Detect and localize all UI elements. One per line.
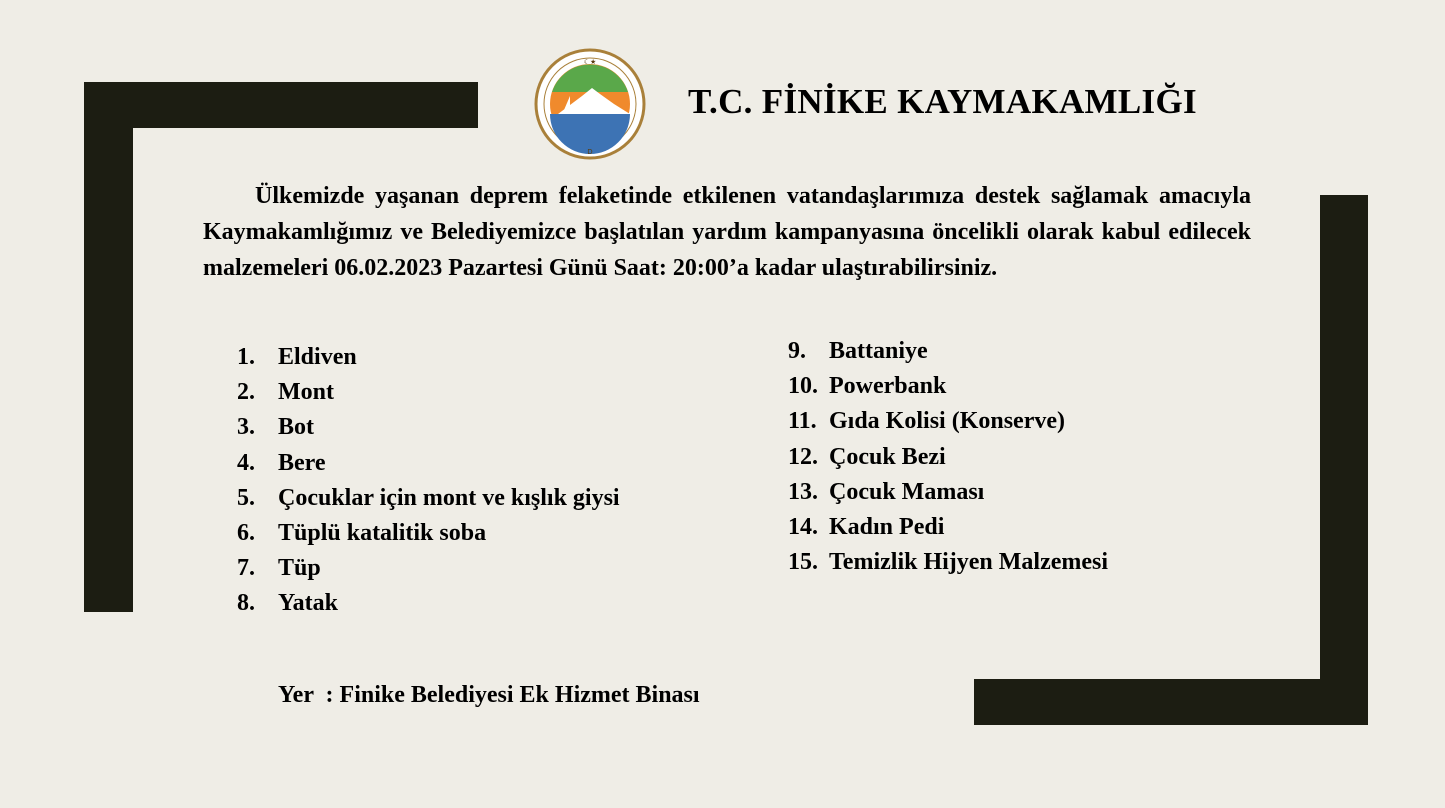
items-list-right: [788, 334, 1228, 580]
list-item-number: 14.: [788, 513, 818, 540]
list-item-number: 12.: [788, 443, 818, 470]
frame-bottom-right-vertical: [1320, 195, 1368, 725]
list-item: [237, 586, 717, 621]
list-item: [237, 551, 717, 586]
page-title: T.C. FİNİKE KAYMAKAMLIĞI: [688, 82, 1197, 121]
list-item-number: 6.: [237, 519, 255, 546]
intro-paragraph: Ülkemizde yaşanan deprem felaketinde etkilenen vatandaşlarımıza destek sağlamak amacıyla Kaymakamlığımız ve Belediyemizce başlatılan yardım kampanyasına öncelikli olarak kabul edilecek malzemeleri 06.02.2023 Pazartesi Günü Saat: 20:00’a kadar ulaştırabilirsiniz.: [203, 183, 1251, 281]
list-item: [237, 446, 717, 481]
list-item: [237, 410, 717, 445]
list-item: [788, 510, 1228, 545]
items-list-left: [237, 340, 717, 622]
frame-top-left-horizontal: [84, 82, 478, 128]
list-item: [237, 516, 717, 551]
list-item-label: Battaniye: [829, 338, 928, 364]
list-item-label: Tüplü katalitik soba: [278, 519, 487, 546]
list-item-number: 4.: [237, 449, 255, 476]
list-item-label: Tüp: [278, 555, 321, 582]
list-item: [788, 475, 1228, 510]
list-item: [237, 375, 717, 410]
list-item-label: Powerbank: [829, 373, 947, 400]
list-item-label: Eldiven: [278, 344, 357, 370]
kaymakamlik-logo: [534, 48, 646, 160]
list-item-number: 10.: [788, 373, 818, 400]
location-separator: :: [313, 682, 340, 708]
list-item-label: Temizlik Hijyen Malzemesi: [829, 549, 1109, 576]
list-item: [788, 545, 1228, 580]
logo-star-crescent: ☾★: [583, 58, 597, 66]
list-item-number: 1.: [237, 344, 255, 370]
location-line: [278, 682, 700, 709]
list-item: [788, 440, 1228, 475]
list-item-label: Çocuk Maması: [829, 478, 985, 505]
list-item-number: 15.: [788, 549, 818, 576]
list-item-label: Yatak: [278, 590, 339, 617]
frame-bottom-right-horizontal: [974, 679, 1368, 725]
list-item-number: 5.: [237, 484, 255, 511]
list-item-label: Bere: [278, 449, 326, 476]
list-item-label: Kadın Pedi: [829, 513, 945, 540]
list-item-label: Çocuklar için mont ve kışlık giysi: [278, 484, 620, 511]
list-item-number: 9.: [788, 338, 806, 364]
list-item-number: 11.: [788, 408, 817, 435]
svg-text:D: D: [587, 148, 593, 156]
list-item-number: 7.: [237, 555, 255, 582]
location-label: Yer: [278, 682, 314, 708]
list-item: [788, 404, 1228, 439]
location-value: Finike Belediyesi Ek Hizmet Binası: [339, 682, 700, 708]
list-item: [237, 340, 717, 375]
frame-top-left-vertical: [84, 82, 133, 612]
list-item: [237, 481, 717, 516]
list-item: [788, 369, 1228, 404]
list-item-label: Mont: [278, 379, 334, 406]
list-item-number: 13.: [788, 478, 818, 505]
list-item-label: Gıda Kolisi (Konserve): [829, 408, 1065, 435]
list-item-number: 3.: [237, 414, 255, 441]
list-item-number: 2.: [237, 379, 255, 406]
list-item: [788, 334, 1228, 369]
list-item-label: Bot: [278, 414, 314, 441]
list-item-label: Çocuk Bezi: [829, 443, 946, 470]
list-item-number: 8.: [237, 590, 255, 617]
